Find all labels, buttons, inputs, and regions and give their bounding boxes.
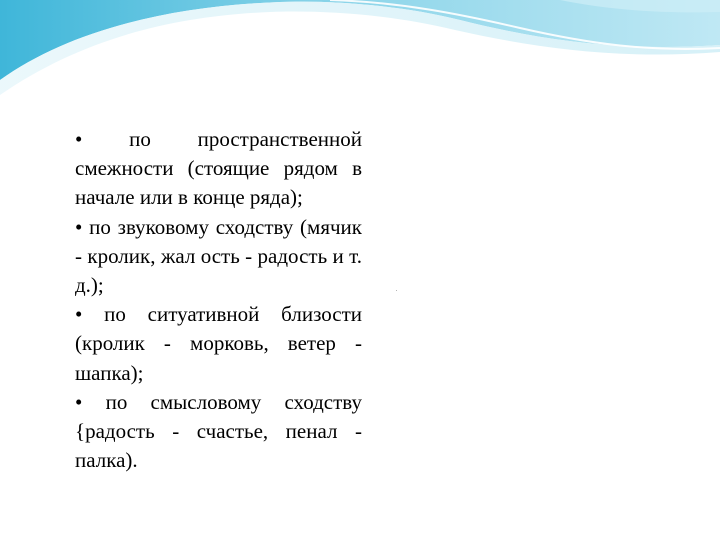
bullet-spatial: • по пространственной смежности (стоящие рядом в начале или в конце ряда); <box>75 127 362 210</box>
bullet-semantic: • по смысловому сходству {радость - счастье, пенал - палка). <box>75 389 362 473</box>
stray-dot <box>396 290 397 291</box>
bullet-situational: • по ситуативной близости (кролик - морковь, ветер - шапка); <box>75 302 362 385</box>
bullet-sound: • по звуковому сходству (мячик - кролик, жал ость - радость и т. д.); <box>75 214 362 298</box>
body-text <box>75 125 362 475</box>
header-wave-decoration <box>0 0 720 110</box>
